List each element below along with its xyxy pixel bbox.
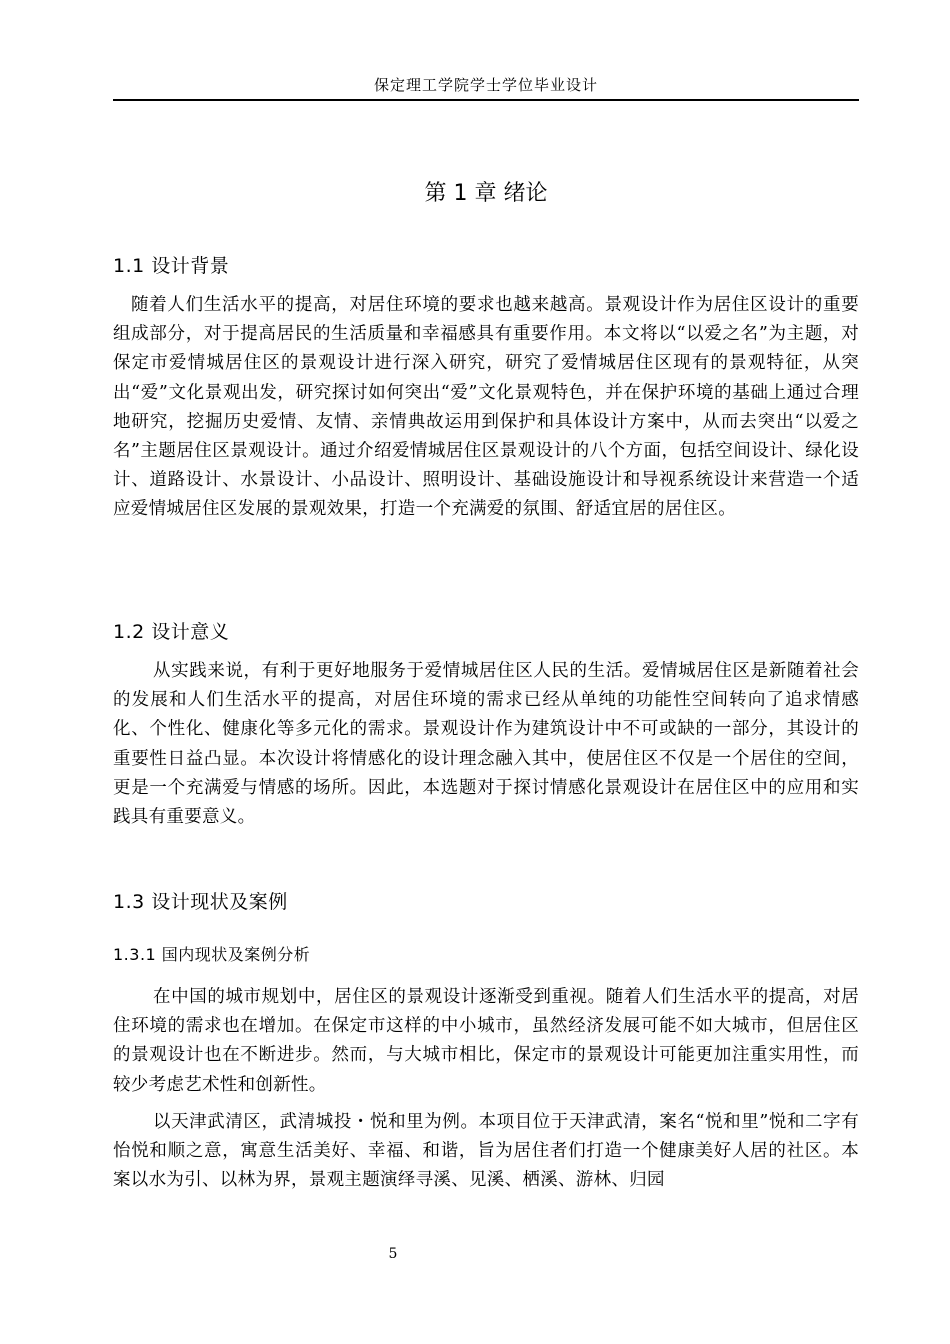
- subsection-heading-1-3-1: 1.3.1 国内现状及案例分析: [113, 945, 311, 964]
- running-header: 保定理工学院学士学位毕业设计: [373, 76, 598, 94]
- header-divider: [113, 99, 859, 101]
- page-number: 5: [388, 1246, 398, 1262]
- paragraph-design-significance: 从实践来说，有利于更好地服务于爱情城居住区人民的生活。爱情城居住区是新随着社会的发展和人们生活水平的提高，对居住环境的需求已经从单纯的功能性空间转向了追求情感化、个性化、健康化等多元化的需求。景观设计作为建筑设计中不可或缺的一部分，其设计的重要性日益凸显。本次设计将情感化的设计理念融入其中，使居住区不仅是一个居住的空间，更是一个充满爱与情感的场所。因此，本选题对于探讨情感化景观设计在居住区中的应用和实践具有重要意义。: [113, 661, 859, 828]
- paragraph-domestic-status: 在中国的城市规划中，居住区的景观设计逐渐受到重视。随着人们生活水平的提高，对居住环境的需求也在增加。在保定市这样的中小城市，虽然经济发展可能不如大城市，但居住区的景观设计也在不断进步。然而，与大城市相比，保定市的景观设计可能更加注重实用性，而较少考虑艺术性和创新性。: [113, 987, 859, 1095]
- section-heading-1-2: 1.2 设计意义: [113, 621, 230, 643]
- section-heading-1-1: 1.1 设计背景: [113, 255, 230, 277]
- section-heading-1-3: 1.3 设计现状及案例: [113, 891, 288, 913]
- paragraph-design-background: 随着人们生活水平的提高，对居住环境的要求也越来越高。景观设计作为居住区设计的重要组成部分，对于提高居民的生活质量和幸福感具有重要作用。本文将以“以爱之名”为主题，对保定市爱情城居住区的景观设计进行深入研究，研究了爱情城居住区现有的景观特征，从突出“爱”文化景观出发，研究探讨如何突出“爱”文化景观特色，并在保护环境的基础上通过合理地研究，挖掘历史爱情、友情、亲情典故运用到保护和具体设计方案中，从而去突出“以爱之名”主题居住区景观设计。通过介绍爱情城居住区景观设计的八个方面，包括空间设计、绿化设计、道路设计、水景设计、小品设计、照明设计、基础设施设计和导视系统设计来营造一个适应爱情城居住区发展的景观效果，打造一个充满爱的氛围、舒适宜居的居住区。: [113, 295, 859, 520]
- paragraph-case-example: 以天津武清区，武清城投・悦和里为例。本项目位于天津武清，案名“悦和里”悦和二字有怡悦和顺之意，寓意生活美好、幸福、和谐，旨为居住者们打造一个健康美好人居的社区。本案以水为引、以林为界，景观主题演绎寻溪、见溪、栖溪、游林、归园: [113, 1112, 859, 1191]
- chapter-title: 第 1 章 绪论: [424, 181, 548, 206]
